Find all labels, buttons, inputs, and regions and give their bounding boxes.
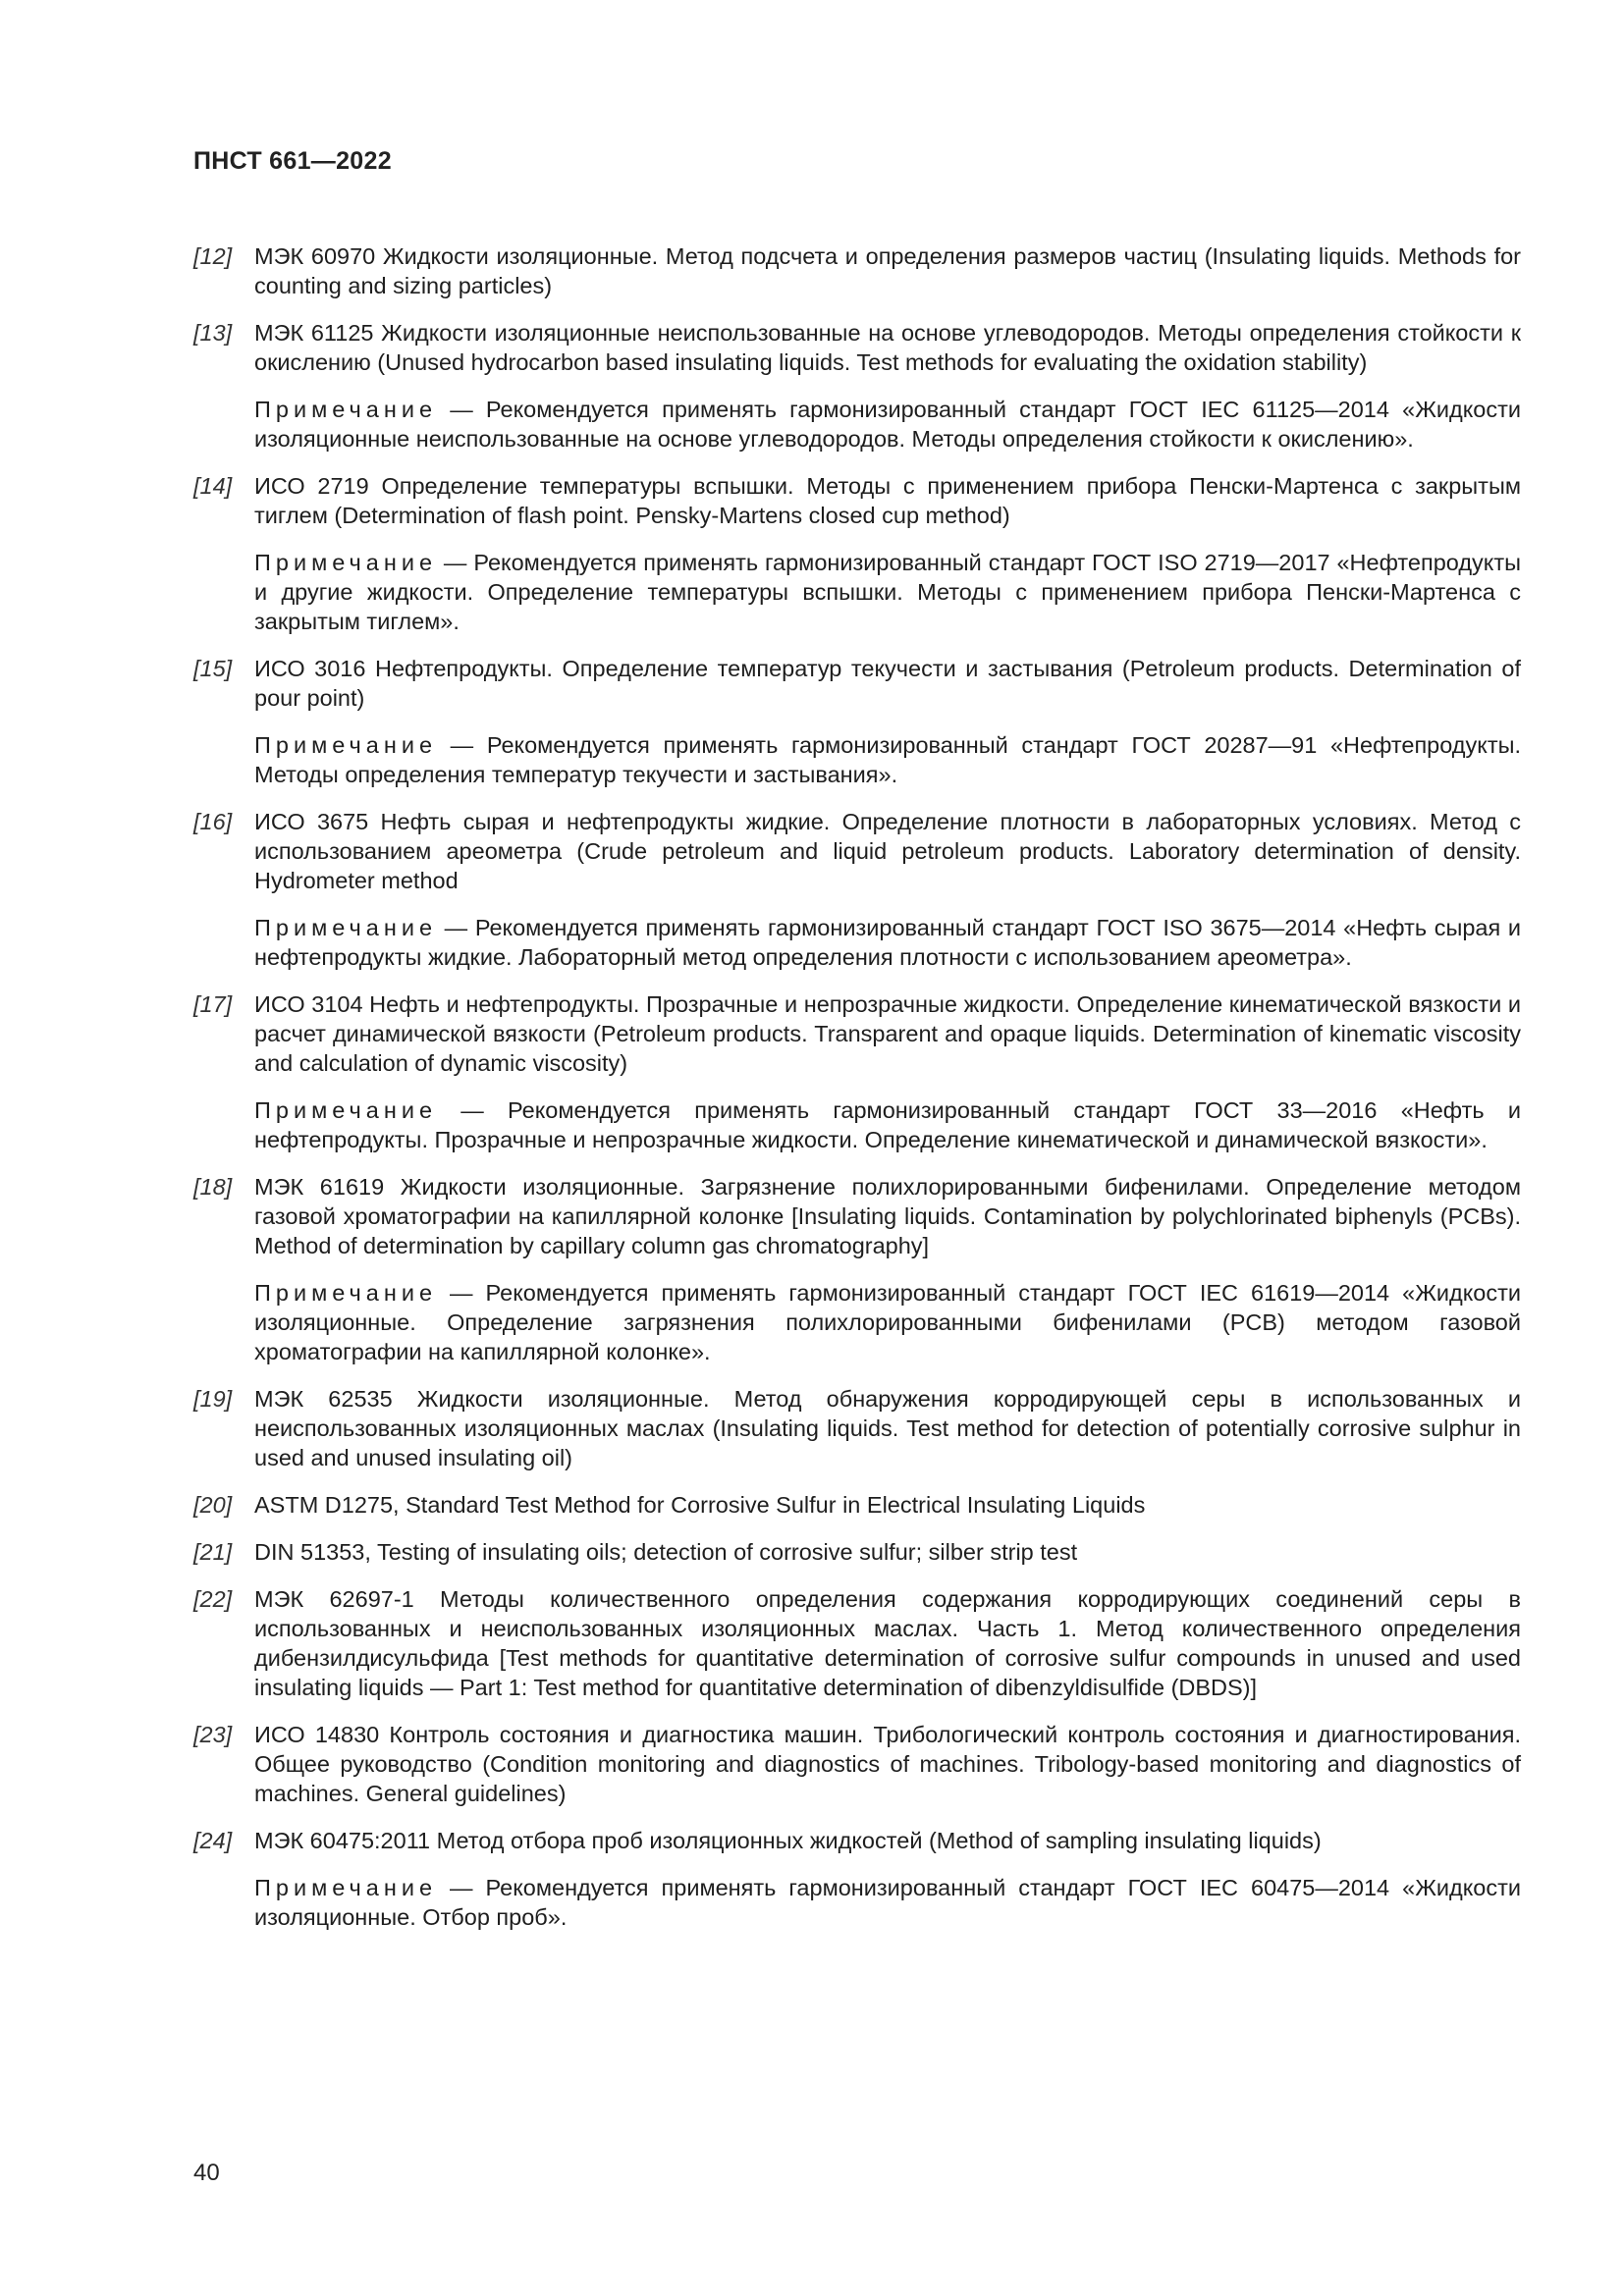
note-text: — Рекомендуется применять гармонизированный стандарт ГОСТ IEC 61619—2014 «Жидкости изоляционные. Определение загрязнения полихлорированными бифенилами (PCB) методом газовой хроматографии на капиллярной колонке». [254, 1280, 1521, 1364]
reference-text: ИСО 14830 Контроль состояния и диагностика машин. Трибологический контроль состояния и диагностирования. Общее руководство (Condition monitoring and diagnostics of machines. Tribology-based monitoring and diagnostics of machines. General guidelines) [254, 1722, 1521, 1806]
reference-number: [15] [193, 656, 233, 681]
note-text: — Рекомендуется применять гармонизированный стандарт ГОСТ IEC 61125—2014 «Жидкости изоляционные неиспользованные на основе углеводородов. Методы определения стойкости к окислению». [254, 397, 1521, 452]
reference-17 [193, 989, 1521, 1154]
note-label: Примечание [254, 732, 438, 758]
reference-note [254, 1278, 1521, 1366]
reference-18 [193, 1172, 1521, 1366]
reference-number: [19] [193, 1386, 233, 1412]
reference-note [254, 548, 1521, 636]
note-label: Примечание [254, 550, 438, 575]
reference-number: [24] [193, 1828, 233, 1853]
reference-text: ИСО 2719 Определение температуры вспышки. Методы с применением прибора Пенски-Мартенса с закрытым тиглем (Determination of flash point. Pensky-Martens closed cup method) [254, 473, 1521, 528]
reference-22 [193, 1584, 1521, 1702]
reference-number: [23] [193, 1722, 233, 1747]
page-number: 40 [193, 2160, 220, 2186]
reference-text: МЭК 62697-1 Методы количественного определения содержания корродирующих соединений серы в использованных и неиспользованных изоляционных маслах. Часть 1. Метод количественного определения дибензилдисульфида [Test methods for quantitative determination of corrosive sulfur compounds in unused and used insulating liquids — Part 1: Test method for quantitative determination of dibenzyldisulfide (DBDS)] [254, 1586, 1521, 1700]
note-text: — Рекомендуется применять гармонизированный стандарт ГОСТ 20287—91 «Нефтепродукты. Методы определения температур текучести и застывания». [254, 732, 1521, 787]
note-label: Примечание [254, 1875, 438, 1900]
reference-number: [20] [193, 1492, 233, 1518]
reference-24 [193, 1826, 1521, 1932]
reference-number: [13] [193, 320, 233, 346]
reference-number: [18] [193, 1174, 233, 1200]
references-list [193, 241, 1521, 1949]
reference-14 [193, 471, 1521, 636]
note-label: Примечание [254, 397, 438, 422]
reference-23 [193, 1720, 1521, 1808]
reference-number: [12] [193, 243, 233, 269]
reference-13 [193, 318, 1521, 454]
reference-text: ИСО 3104 Нефть и нефтепродукты. Прозрачные и непрозрачные жидкости. Определение кинематической вязкости и расчет динамической вязкости (Petroleum products. Transparent and opaque liquids. Determination of kinematic viscosity and calculation of dynamic viscosity) [254, 991, 1521, 1076]
reference-note [254, 1873, 1521, 1932]
reference-16 [193, 807, 1521, 972]
reference-note [254, 1095, 1521, 1154]
document-header: ПНСТ 661—2022 [193, 147, 392, 175]
note-text: — Рекомендуется применять гармонизированный стандарт ГОСТ 33—2016 «Нефть и нефтепродукты. Прозрачные и непрозрачные жидкости. Определение кинематической и динамической вязкости». [254, 1097, 1521, 1152]
reference-number: [22] [193, 1586, 233, 1612]
reference-text: МЭК 61125 Жидкости изоляционные неиспользованные на основе углеводородов. Методы определения стойкости к окислению (Unused hydrocarbon based insulating liquids. Test methods for evaluating the oxidation stability) [254, 320, 1521, 375]
reference-21 [193, 1537, 1521, 1567]
reference-number: [21] [193, 1539, 233, 1565]
reference-text: DIN 51353, Testing of insulating oils; detection of corrosive sulfur; silber strip test [254, 1539, 1078, 1565]
reference-text: МЭК 62535 Жидкости изоляционные. Метод обнаружения корродирующей серы в использованных и неиспользованных изоляционных маслах (Insulating liquids. Test method for detection of potentially corrosive sulphur in used and unused insulating oil) [254, 1386, 1521, 1470]
reference-12 [193, 241, 1521, 300]
note-label: Примечание [254, 915, 438, 940]
note-text: — Рекомендуется применять гармонизированный стандарт ГОСТ ISO 3675—2014 «Нефть сырая и нефтепродукты жидкие. Лабораторный метод определения плотности с использованием ареометра». [254, 915, 1521, 970]
reference-note [254, 730, 1521, 789]
reference-note [254, 395, 1521, 454]
reference-19 [193, 1384, 1521, 1472]
reference-text: МЭК 60970 Жидкости изоляционные. Метод подсчета и определения размеров частиц (Insulating liquids. Methods for counting and sizing particles) [254, 243, 1521, 298]
reference-text: ИСО 3016 Нефтепродукты. Определение температур текучести и застывания (Petroleum products. Determination of pour point) [254, 656, 1521, 711]
note-text: — Рекомендуется применять гармонизированный стандарт ГОСТ ISO 2719—2017 «Нефтепродукты и другие жидкости. Определение температуры вспышки. Методы с применением прибора Пенски-Мартенса с закрытым тиглем». [254, 550, 1521, 634]
note-label: Примечание [254, 1280, 438, 1306]
reference-note [254, 913, 1521, 972]
reference-text: МЭК 61619 Жидкости изоляционные. Загрязнение полихлорированными бифенилами. Определение методом газовой хроматографии на капиллярной колонке [Insulating liquids. Contamination by polychlorinated biphenyls (PCBs). Method of determination by capillary column gas chromatography] [254, 1174, 1521, 1258]
note-text: — Рекомендуется применять гармонизированный стандарт ГОСТ IEC 60475—2014 «Жидкости изоляционные. Отбор проб». [254, 1875, 1521, 1930]
reference-15 [193, 654, 1521, 789]
reference-20 [193, 1490, 1521, 1520]
reference-number: [17] [193, 991, 233, 1017]
reference-text: ASTM D1275, Standard Test Method for Corrosive Sulfur in Electrical Insulating Liquids [254, 1492, 1146, 1518]
reference-number: [16] [193, 809, 233, 834]
note-label: Примечание [254, 1097, 438, 1123]
reference-text: МЭК 60475:2011 Метод отбора проб изоляционных жидкостей (Method of sampling insulating liquids) [254, 1828, 1322, 1853]
reference-number: [14] [193, 473, 233, 499]
reference-text: ИСО 3675 Нефть сырая и нефтепродукты жидкие. Определение плотности в лабораторных условиях. Метод с использованием ареометра (Crude petroleum and liquid petroleum products. Laboratory determination of density. Hydrometer method [254, 809, 1521, 893]
